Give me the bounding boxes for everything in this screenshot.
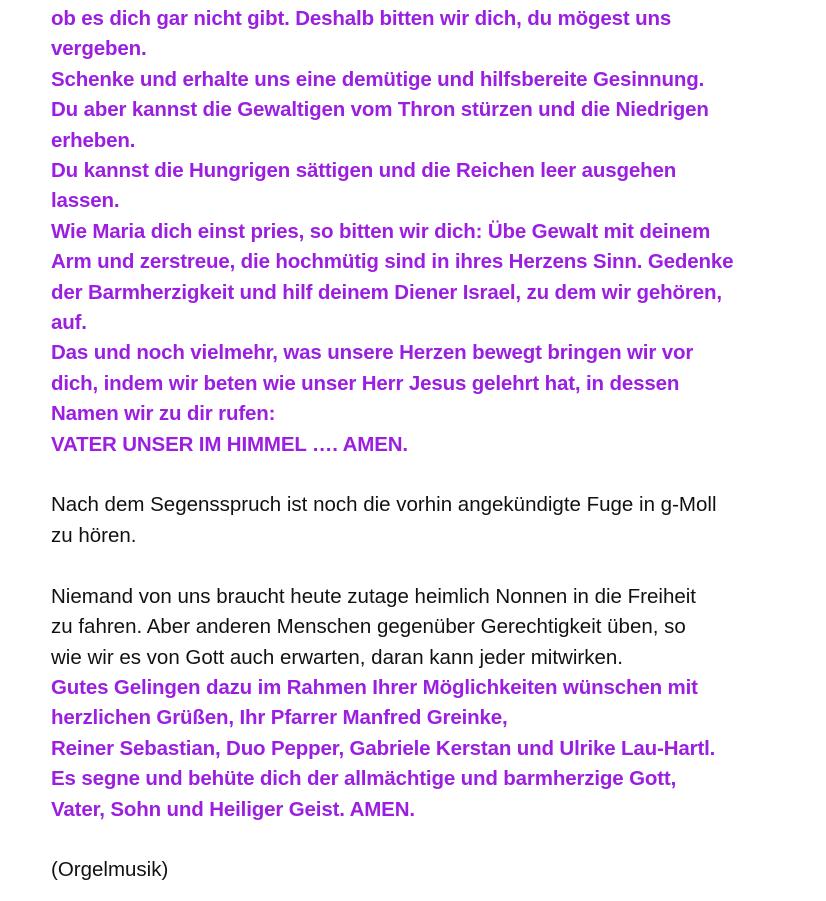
paragraph-gap xyxy=(51,551,811,581)
document-page xyxy=(51,4,811,886)
text-line: Es segne und behüte dich der allmächtige und barmherzige Gott, xyxy=(51,767,677,791)
text-line: Niemand von uns braucht heute zutage heimlich Nonnen in die Freiheit xyxy=(51,584,696,608)
text-line: Namen wir zu dir rufen: xyxy=(51,402,276,426)
text-line: dich, indem wir beten wie unser Herr Jesus gelehrt hat, in dessen xyxy=(51,371,680,395)
text-line: zu fahren. Aber anderen Menschen gegenüber Gerechtigkeit üben, so xyxy=(51,615,686,639)
text-line: Reiner Sebastian, Duo Pepper, Gabriele Kerstan und Ulrike Lau-Hartl. xyxy=(51,736,716,760)
text-line: wie wir es von Gott auch erwarten, daran kann jeder mitwirken. xyxy=(51,645,623,669)
footer-note xyxy=(51,855,811,885)
text-line: Arm und zerstreue, die hochmütig sind in ihres Herzens Sinn. Gedenke xyxy=(51,250,734,274)
text-line: erheben. xyxy=(51,128,136,152)
text-line: herzlichen Grüßen, Ihr Pfarrer Manfred Greinke, xyxy=(51,706,508,730)
text-line: Vater, Sohn und Heiliger Geist. AMEN. xyxy=(51,797,415,821)
text-line: Du kannst die Hungrigen sättigen und die Reichen leer ausgehen xyxy=(51,159,677,183)
organ-music-note: (Orgelmusik) xyxy=(51,858,169,882)
text-line: Wie Maria dich einst pries, so bitten wir dich: Übe Gewalt mit deinem xyxy=(51,219,711,243)
closing-blessing xyxy=(51,673,811,825)
text-line: Nach dem Segensspruch ist noch die vorhin angekündigte Fuge in g-Moll xyxy=(51,493,717,517)
lords-prayer-line: VATER UNSER IM HIMMEL …. AMEN. xyxy=(51,432,408,456)
text-line: Du aber kannst die Gewaltigen vom Thron stürzen und die Niedrigen xyxy=(51,98,709,122)
text-line: Das und noch vielmehr, was unsere Herzen bewegt bringen wir vor xyxy=(51,341,694,365)
text-line: ob es dich gar nicht gibt. Deshalb bitten wir dich, du mögest uns xyxy=(51,7,672,30)
paragraph-gap xyxy=(51,825,811,855)
text-line: lassen. xyxy=(51,189,120,213)
text-line: auf. xyxy=(51,311,87,335)
text-line: der Barmherzigkeit und hilf deinem Diener Israel, zu dem wir gehören, xyxy=(51,280,722,304)
text-line: Gutes Gelingen dazu im Rahmen Ihrer Möglichkeiten wünschen mit xyxy=(51,675,698,699)
paragraph-gap xyxy=(51,460,811,490)
prayer-text xyxy=(51,4,811,460)
closing-paragraph xyxy=(51,582,811,673)
text-line: zu hören. xyxy=(51,523,137,547)
announcement-paragraph xyxy=(51,490,811,551)
text-line: Schenke und erhalte uns eine demütige und hilfsbereite Gesinnung. xyxy=(51,67,705,91)
text-line: vergeben. xyxy=(51,37,147,61)
